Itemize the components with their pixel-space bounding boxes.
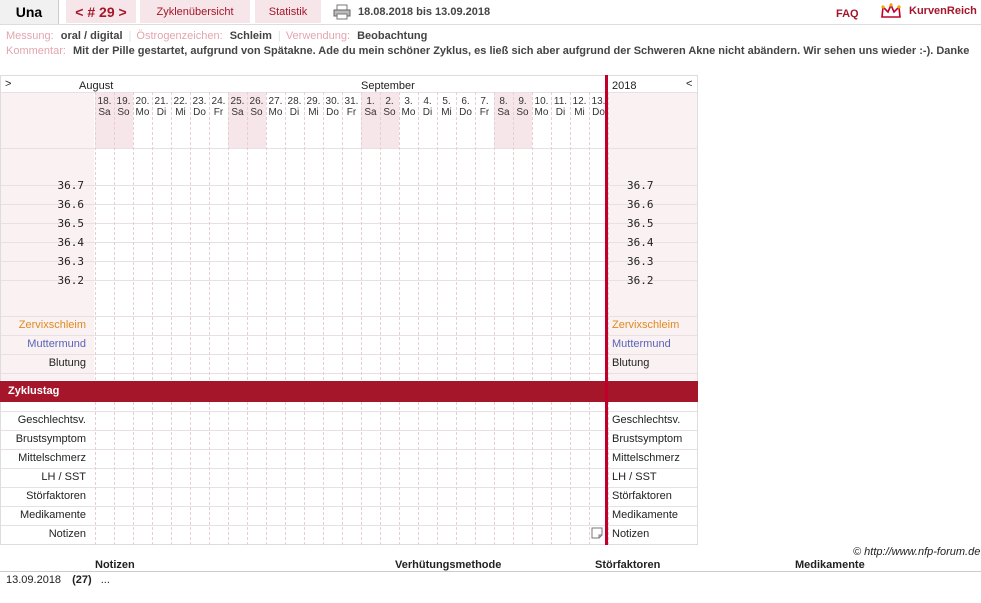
day-header bbox=[437, 96, 456, 118]
weekday: Di bbox=[289, 107, 300, 118]
day-number: 29. bbox=[306, 96, 321, 107]
estrogen-label: Östrogenzeichen: bbox=[136, 30, 223, 42]
grid-column-line bbox=[418, 92, 419, 545]
row-label-left: Zervixschleim bbox=[18, 319, 86, 331]
today-marker bbox=[605, 75, 608, 545]
day-number: 12. bbox=[572, 96, 587, 107]
weekday: Sa bbox=[98, 107, 111, 118]
grid-column-line bbox=[437, 92, 438, 545]
grid-column-line bbox=[152, 92, 153, 545]
grid-column-line bbox=[494, 92, 495, 545]
day-number: 13. bbox=[591, 96, 606, 107]
weekday: Sa bbox=[231, 107, 244, 118]
weekday: Mo bbox=[135, 107, 150, 118]
grid-column-line bbox=[342, 92, 343, 545]
weekday: Di bbox=[156, 107, 167, 118]
row-label-left: Mittelschmerz bbox=[18, 452, 86, 464]
day-number: 6. bbox=[461, 96, 470, 107]
grid-column-line bbox=[399, 92, 400, 545]
grid-row-line bbox=[1, 373, 697, 374]
comment-value: Mit der Pille gestartet, aufgrund von Spätakne. Ade du mein schöner Zyklus, es ließ sich aber aufgrund der Schweren Akne nicht abändern. Wir sehen uns wieder :-). Danke bbox=[72, 45, 970, 57]
month-august: August bbox=[79, 80, 114, 92]
weekday: So bbox=[250, 107, 263, 118]
grid-row-line bbox=[1, 261, 697, 262]
weekday: Mo bbox=[534, 107, 549, 118]
grid-column-line bbox=[570, 92, 571, 545]
day-number: 24. bbox=[211, 96, 226, 107]
col-contraception: Verhütungsmethode bbox=[395, 559, 502, 571]
day-number: 11. bbox=[553, 96, 568, 107]
day-number: 2. bbox=[385, 96, 394, 107]
grid-row-line bbox=[1, 316, 697, 317]
grid-row-line bbox=[1, 185, 697, 186]
cycle-day-band bbox=[0, 381, 698, 402]
grid-column-line bbox=[475, 92, 476, 545]
row-label-left: LH / SST bbox=[41, 471, 86, 483]
weekday: Mi bbox=[574, 107, 585, 118]
temp-label-right: 36.5 bbox=[627, 217, 654, 230]
row-cycle-day: (27) bbox=[72, 574, 92, 586]
weekday: Sa bbox=[364, 107, 377, 118]
day-number: 8. bbox=[499, 96, 508, 107]
day-number: 20. bbox=[135, 96, 150, 107]
weekday: Mi bbox=[441, 107, 452, 118]
day-header bbox=[209, 96, 228, 118]
day-number: 26. bbox=[249, 96, 264, 107]
grid-column-line bbox=[266, 92, 267, 545]
row-label-right: Brustsymptom bbox=[612, 433, 683, 445]
user-name: Una bbox=[0, 0, 59, 24]
measure-value: oral / digital bbox=[60, 30, 123, 42]
day-header bbox=[95, 96, 114, 118]
grid-row-line bbox=[1, 242, 697, 243]
day-header bbox=[475, 96, 494, 118]
day-header bbox=[304, 96, 323, 118]
day-header bbox=[285, 96, 304, 118]
month-september: September bbox=[361, 80, 415, 92]
day-header bbox=[380, 96, 399, 118]
grid-column-line bbox=[608, 92, 609, 545]
weekday: Fr bbox=[479, 107, 490, 118]
day-header bbox=[361, 96, 380, 118]
weekday: Do bbox=[459, 107, 472, 118]
temp-label-right: 36.4 bbox=[627, 236, 654, 249]
weekday: So bbox=[117, 107, 130, 118]
cycle-navigator[interactable]: < # 29 > bbox=[66, 0, 136, 23]
tab-cycle-overview[interactable]: Zyklenübersicht bbox=[140, 0, 250, 23]
row-label-right: Mittelschmerz bbox=[612, 452, 680, 464]
row-label-left: Störfaktoren bbox=[26, 490, 86, 502]
row-label-right: Medikamente bbox=[612, 509, 679, 521]
copyright[interactable]: © http://www.nfp-forum.de bbox=[853, 546, 981, 558]
usage-value: Beobachtung bbox=[357, 30, 428, 42]
day-header bbox=[532, 96, 551, 118]
grid-row-line bbox=[1, 148, 697, 149]
weekday: Do bbox=[326, 107, 339, 118]
day-number: 1. bbox=[366, 96, 375, 107]
day-number: 18. bbox=[97, 96, 112, 107]
grid-column-line bbox=[133, 92, 134, 545]
grid-row-line bbox=[1, 280, 697, 281]
grid-row-line bbox=[1, 487, 697, 488]
weekday: So bbox=[383, 107, 396, 118]
row-label-right: LH / SST bbox=[612, 471, 657, 483]
row-label-right: Notizen bbox=[612, 528, 650, 540]
row-label-left: Notizen bbox=[48, 528, 86, 540]
grid-row-line bbox=[1, 468, 697, 469]
meta-line: Messung: oral / digital | Östrogenzeichen: Schleim | Verwendung: Beobachtung bbox=[6, 30, 428, 42]
day-header bbox=[133, 96, 152, 118]
day-header bbox=[342, 96, 361, 118]
weekday: Di bbox=[422, 107, 433, 118]
day-number: 30. bbox=[325, 96, 340, 107]
grid-column-line bbox=[532, 92, 533, 545]
crown-logo-icon bbox=[880, 2, 902, 23]
col-medication: Medikamente bbox=[795, 559, 865, 571]
day-header bbox=[456, 96, 475, 118]
tab-statistics[interactable]: Statistik bbox=[255, 0, 321, 23]
day-header bbox=[551, 96, 570, 118]
printer-icon[interactable] bbox=[333, 4, 351, 20]
note-icon[interactable] bbox=[591, 527, 603, 542]
row-label-left: Medikamente bbox=[19, 509, 86, 521]
day-header bbox=[171, 96, 190, 118]
weekday: Mi bbox=[308, 107, 319, 118]
next-cycle-arrow[interactable]: < bbox=[686, 78, 693, 90]
comment-label: Kommentar: bbox=[6, 45, 66, 57]
grid-row-line bbox=[1, 223, 697, 224]
day-number: 25. bbox=[230, 96, 245, 107]
cycle-day-label: Zyklustag bbox=[8, 385, 60, 397]
col-notes: Notizen bbox=[95, 559, 135, 571]
grid-column-line bbox=[589, 92, 590, 545]
grid-column-line bbox=[323, 92, 324, 545]
weekday: Mo bbox=[268, 107, 283, 118]
grid-column-line bbox=[171, 92, 172, 545]
weekday: Di bbox=[555, 107, 566, 118]
grid-column-line bbox=[247, 92, 248, 545]
day-number: 5. bbox=[442, 96, 451, 107]
measure-label: Messung: bbox=[6, 30, 54, 42]
day-header bbox=[494, 96, 513, 118]
grid-row-line bbox=[1, 411, 697, 412]
faq-link[interactable]: FAQ bbox=[836, 8, 859, 20]
grid-column-line bbox=[228, 92, 229, 545]
day-header bbox=[570, 96, 589, 118]
row-label-right: Zervixschleim bbox=[612, 319, 680, 331]
day-header bbox=[247, 96, 266, 118]
day-header bbox=[399, 96, 418, 118]
grid-column-line bbox=[114, 92, 115, 545]
day-number: 28. bbox=[287, 96, 302, 107]
temp-label-left: 36.2 bbox=[57, 274, 84, 287]
grid-row-line bbox=[1, 204, 697, 205]
row-label-left: Blutung bbox=[48, 357, 86, 369]
day-number: 23. bbox=[192, 96, 207, 107]
day-number: 10. bbox=[534, 96, 549, 107]
row-label-left: Geschlechtsv. bbox=[17, 414, 86, 426]
day-header bbox=[266, 96, 285, 118]
weekday: Do bbox=[592, 107, 605, 118]
col-disturbances: Störfaktoren bbox=[595, 559, 661, 571]
temp-label-left: 36.5 bbox=[57, 217, 84, 230]
weekday: Fr bbox=[213, 107, 224, 118]
day-header bbox=[152, 96, 171, 118]
row-note: ... bbox=[100, 574, 110, 586]
prev-cycle-arrow[interactable]: > bbox=[5, 78, 12, 90]
grid-column-line bbox=[456, 92, 457, 545]
day-header bbox=[190, 96, 209, 118]
temp-label-right: 36.7 bbox=[627, 179, 654, 192]
grid-row-line bbox=[1, 506, 697, 507]
day-header bbox=[513, 96, 532, 118]
grid-column-line bbox=[513, 92, 514, 545]
day-number: 27. bbox=[268, 96, 283, 107]
grid-row-line bbox=[1, 335, 697, 336]
temp-label-left: 36.3 bbox=[57, 255, 84, 268]
day-header bbox=[323, 96, 342, 118]
weekday: Mo bbox=[401, 107, 416, 118]
row-label-right: Geschlechtsv. bbox=[612, 414, 681, 426]
day-header bbox=[418, 96, 437, 118]
day-number: 22. bbox=[173, 96, 188, 107]
estrogen-value: Schleim bbox=[229, 30, 272, 42]
row-label-right: Muttermund bbox=[612, 338, 671, 350]
grid-column-line bbox=[551, 92, 552, 545]
grid-row-line bbox=[1, 449, 697, 450]
period-range: 18.08.2018 bis 13.09.2018 bbox=[358, 6, 491, 18]
day-number: 31. bbox=[344, 96, 359, 107]
weekday: Fr bbox=[346, 107, 357, 118]
day-number: 4. bbox=[423, 96, 432, 107]
year-label: 2018 bbox=[612, 80, 637, 92]
row-label-right: Blutung bbox=[612, 357, 650, 369]
grid-row-line bbox=[1, 92, 697, 93]
day-header bbox=[114, 96, 133, 118]
weekday: Do bbox=[193, 107, 206, 118]
grid-row-line bbox=[1, 430, 697, 431]
comment-line bbox=[6, 45, 973, 57]
grid-row-line bbox=[1, 525, 697, 526]
row-label-right: Störfaktoren bbox=[612, 490, 672, 502]
grid-column-line bbox=[361, 92, 362, 545]
day-header bbox=[228, 96, 247, 118]
brand-name[interactable]: KurvenReich bbox=[909, 5, 977, 17]
grid-column-line bbox=[380, 92, 381, 545]
grid-row-line bbox=[1, 354, 697, 355]
day-number: 3. bbox=[404, 96, 413, 107]
temp-label-left: 36.7 bbox=[57, 179, 84, 192]
table-row bbox=[6, 574, 110, 586]
day-number: 9. bbox=[518, 96, 527, 107]
grid-column-line bbox=[304, 92, 305, 545]
temp-label-right: 36.2 bbox=[627, 274, 654, 287]
weekday: Sa bbox=[497, 107, 510, 118]
temp-label-left: 36.6 bbox=[57, 198, 84, 211]
grid-column-line bbox=[95, 92, 96, 545]
temp-label-left: 36.4 bbox=[57, 236, 84, 249]
day-number: 19. bbox=[116, 96, 131, 107]
day-number: 21. bbox=[154, 96, 169, 107]
temp-label-right: 36.3 bbox=[627, 255, 654, 268]
grid-column-line bbox=[285, 92, 286, 545]
day-number: 7. bbox=[480, 96, 489, 107]
row-label-left: Brustsymptom bbox=[15, 433, 86, 445]
grid-column-line bbox=[190, 92, 191, 545]
row-date: 13.09.2018 bbox=[6, 574, 62, 586]
temp-label-right: 36.6 bbox=[627, 198, 654, 211]
weekday: So bbox=[516, 107, 529, 118]
weekday: Mi bbox=[175, 107, 186, 118]
grid-column-line bbox=[209, 92, 210, 545]
usage-label: Verwendung: bbox=[285, 30, 351, 42]
row-label-left: Muttermund bbox=[27, 338, 86, 350]
